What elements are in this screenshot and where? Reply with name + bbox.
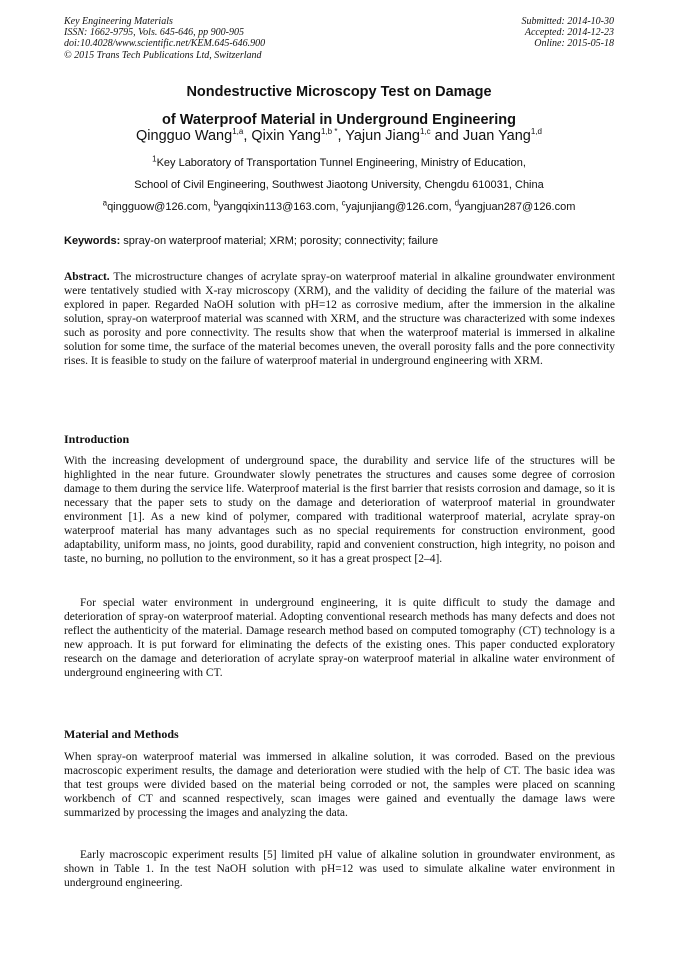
keywords-label: Keywords:	[64, 235, 121, 247]
author-name: Qingguo Wang	[136, 128, 233, 144]
doi-line: doi:10.4028/www.scientific.net/KEM.645-646.900	[64, 38, 266, 50]
submitted-date: Submitted: 2014-10-30	[521, 16, 614, 27]
abstract-text: The microstructure changes of acrylate spray-on waterproof material in alkaline groundwater environment were tentatively studied with X-ray microscopy (XRM), and the validity of deciding the failure of the material was explored in paper. Regarded NaOH solution with pH=12 as corrosive medium, after the immersion in the alkaline solution, spray-on waterproof material was scanned with XRM, and the structure was characterized with some indexes such as porosity and pore connectivity. The results show that when the waterproof material is immersed in alkaline solution for some time, the surface of the material becomes uneven, the overall porosity falls and the pore connectivity rises. It is feasible to study on the failure of waterproof material in underground engineering with XRM.	[64, 271, 615, 367]
methods-paragraph-1: When spray-on waterproof material was immersed in alkaline solution, it was corroded. Based on the previous macroscopic experiment results, the damage and deterioration were studied with the help of CT. The basic idea was that test groups were divided based on the material being corroded or not, the samples were placed on scanning workbench of CT and scanned respectively, scan images were gained and eventually the damage laws were summarized by processing the images and analyzing the data.	[64, 751, 615, 819]
author-separator: ,	[243, 128, 252, 144]
author-separator: and	[430, 128, 463, 144]
email-sup: a	[102, 198, 108, 208]
author-sup: 1,d	[530, 127, 542, 137]
keywords-text: spray-on waterproof material; XRM; porosity; connectivity; failure	[120, 235, 439, 247]
author-sup: 1,c	[419, 127, 431, 137]
author-name: Qixin Yang	[251, 128, 321, 144]
affiliation-line-1: $^1$Key Laboratory of Transportation Tunnel Engineering, Ministry of Education,	[152, 154, 526, 169]
introduction-heading: Introduction	[64, 432, 130, 446]
author-separator: ,	[337, 128, 346, 144]
title-line-2: of Waterproof Material in Underground Engineering	[162, 112, 516, 128]
author-list	[40, 128, 638, 144]
methods-paragraph-2: Early macroscopic experiment results [5] limited pH value of alkaline solution in groundwater environment, as shown in Table 1. In the test NaOH solution with pH=12 was used to simulate alkaline water environment in underground engineering.	[64, 849, 615, 889]
keywords	[64, 235, 616, 247]
online-date: Online: 2015-05-18	[534, 38, 614, 50]
issn-line: ISSN: 1662-9795, Vols. 645-646, pp 900-905	[64, 27, 244, 39]
email-sup: b	[213, 198, 219, 208]
email-sup: c	[341, 198, 346, 208]
email-line	[30, 196, 648, 218]
author-name: Yajun Jiang	[345, 128, 420, 144]
email-link[interactable]: yajunjiang@126.com,	[345, 201, 455, 213]
author-sup: 1,a	[232, 127, 244, 137]
introduction-paragraph-1: With the increasing development of underground space, the durability and service life of the structures will be highlighted in the near future. Groundwater slowly penetrates the structures and causes some degree of corrosion damage to them during the service life. Waterproof material is the first barrier that resists corrosion and damage, so it is necessary that the paper sets to study on the damage and deterioration of waterproof material in groundwater environment [1]. As a new kind of polymer, compared with traditional waterproof material, acrylate spray-on waterproof material has many advantages such as no special requirements for construction environment, good adaptability, uniform mass, no joints, good durability, rapid and convenient construction, high integrity, no poison and taste, no burning, no pollution to the environment, so it has a great prospect [2–4].	[64, 455, 615, 565]
email-link[interactable]: yangjuan287@126.com	[459, 201, 576, 213]
abstract-paragraph	[64, 270, 615, 368]
email-sup: d	[454, 198, 460, 208]
dates-header	[522, 16, 615, 50]
affiliation	[30, 152, 648, 218]
affiliation-sup: 1	[152, 154, 157, 164]
affiliation-line-2: School of Civil Engineering, Southwest Jiaotong University, Chengdu 610031, China	[134, 179, 544, 191]
journal-header	[64, 16, 265, 61]
abstract-label: Abstract.	[64, 271, 110, 283]
title-line-1: Nondestructive Microscopy Test on Damage	[186, 84, 492, 100]
email-link[interactable]: qingguow@126.com,	[107, 201, 214, 213]
email-link[interactable]: yangqixin113@163.com,	[218, 201, 342, 213]
journal-name: Key Engineering Materials	[64, 16, 173, 27]
methods-heading: Material and Methods	[64, 727, 179, 741]
introduction-paragraph-2: For special water environment in underground engineering, it is quite difficult to study the damage and deterioration of spray-on waterproof material. Adopting conventional research methods has many defects and does not reflect the authenticity of the material. Damage research method based on computed tomography (CT) technology is a new approach. It is put forward for eliminating the defects of the existing ones. This paper conducted exploratory research on the damage and deterioration of acrylate spray-on waterproof material in alkaline water environment of underground engineering with CT.	[64, 597, 615, 679]
author-name: Juan Yang	[462, 128, 531, 144]
accepted-date: Accepted: 2014-12-23	[524, 27, 614, 39]
copyright-line: © 2015 Trans Tech Publications Ltd, Switzerland	[64, 49, 262, 61]
paper-title	[40, 82, 638, 130]
author-sup: 1,b *	[320, 127, 338, 137]
